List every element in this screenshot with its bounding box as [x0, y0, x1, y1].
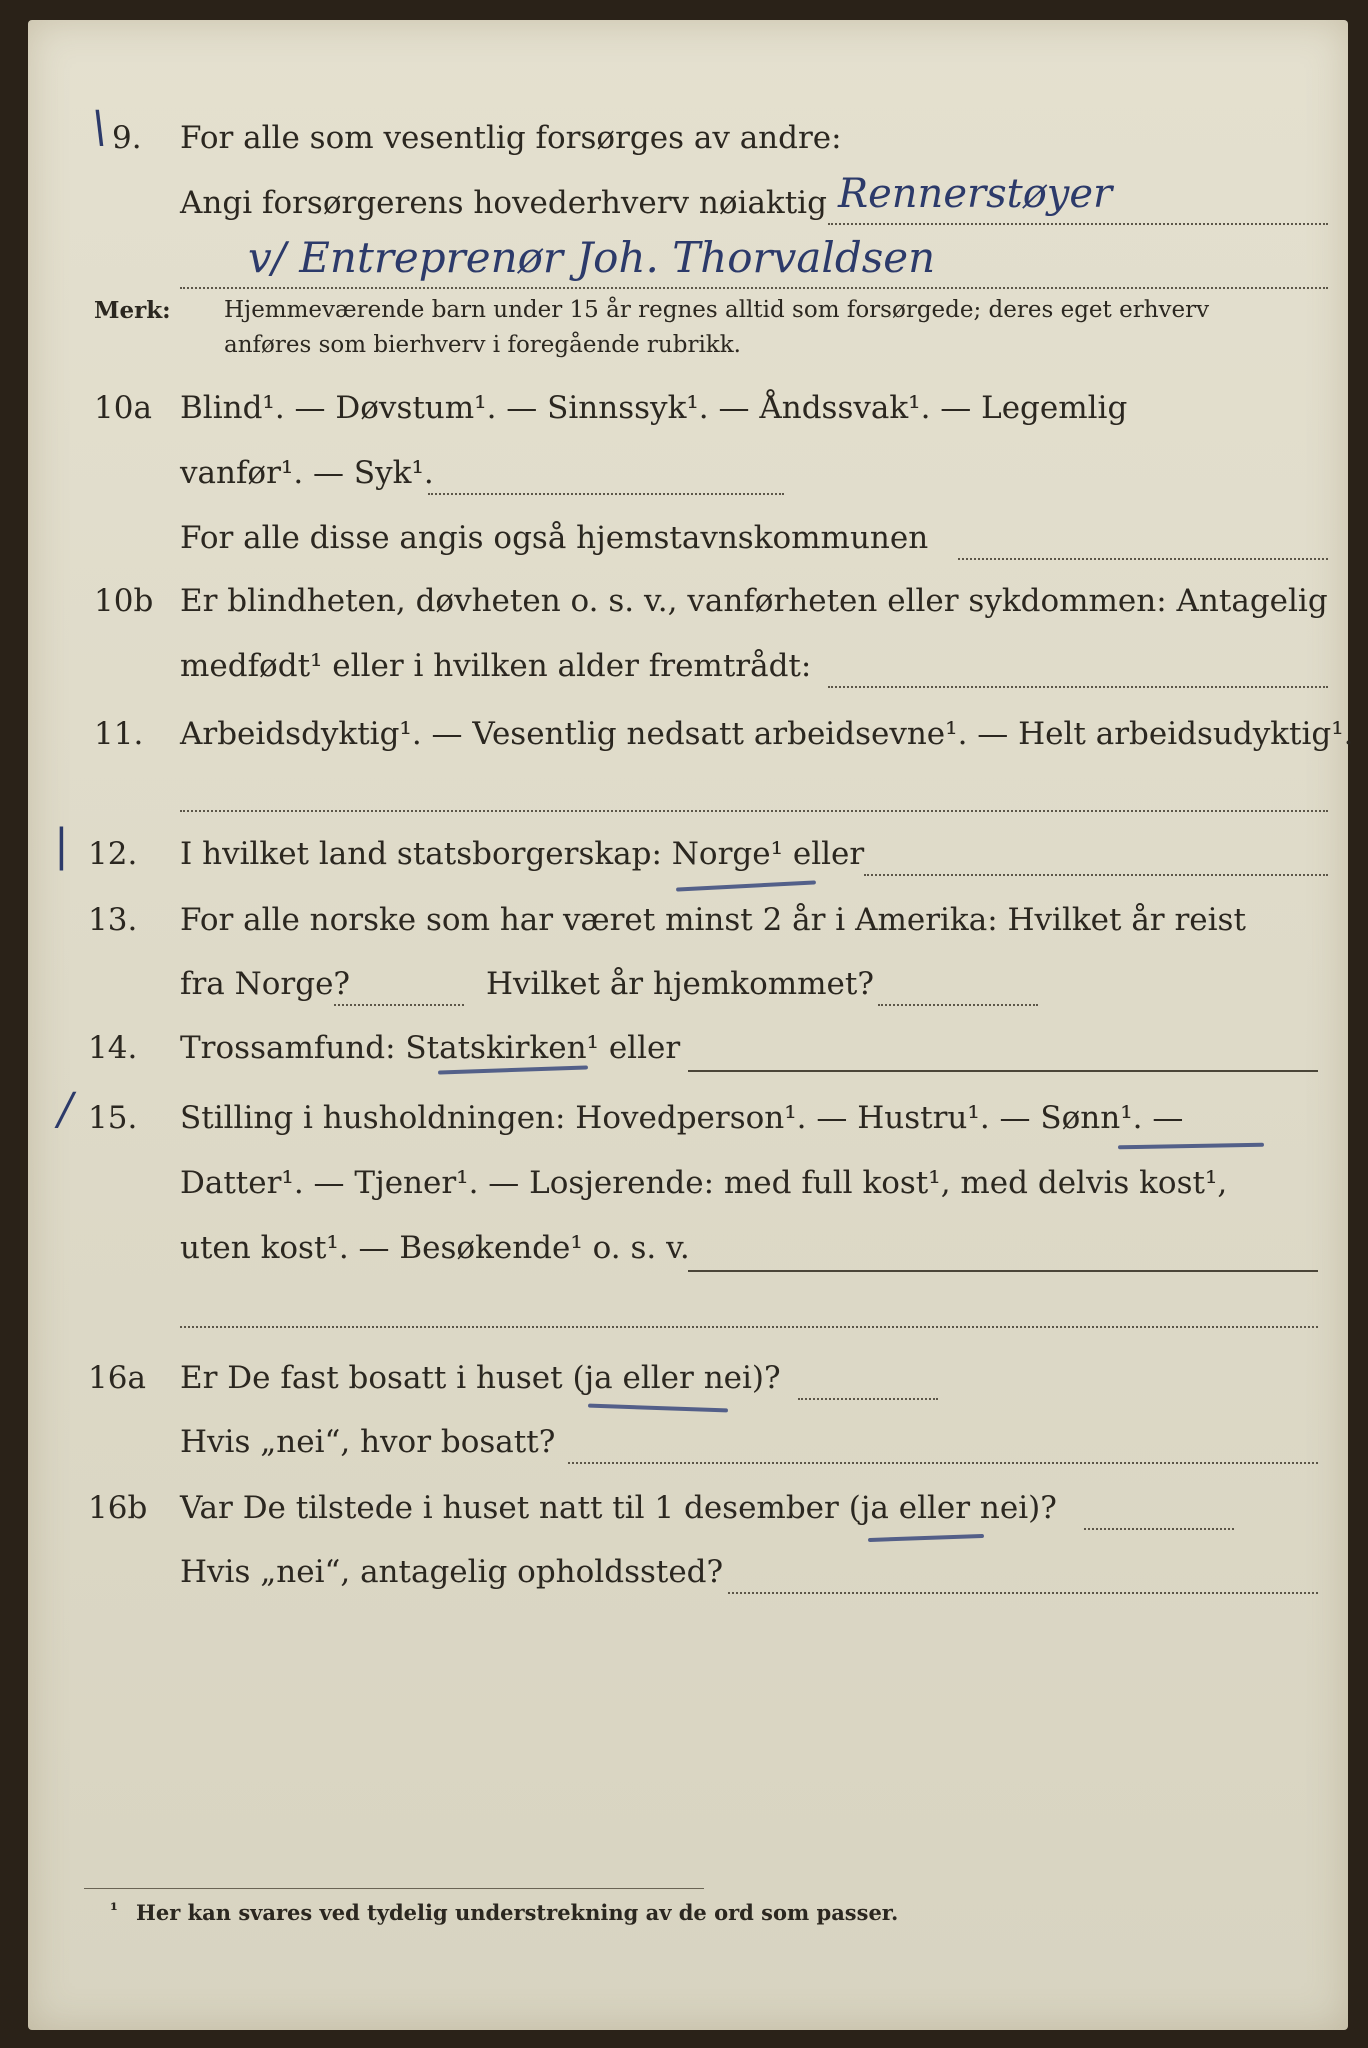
- question-16b-line2: [28, 1554, 1348, 1604]
- answer-line[interactable]: [1084, 1528, 1234, 1530]
- question-number: 10b: [94, 583, 154, 619]
- question-text: Stilling i husholdningen: Hovedperson¹. — Hustru¹. — Sønn¹. —: [180, 1100, 1184, 1136]
- question-text: Blind¹. — Døvstum¹. — Sinnssyk¹. — Åndssvak¹. — Legemlig: [180, 390, 1128, 426]
- answer-line[interactable]: [828, 223, 1328, 225]
- answer-line[interactable]: [798, 1398, 938, 1400]
- question-text: Hvis „nei“, antagelig opholdssted?: [180, 1554, 724, 1590]
- question-text: Hvis „nei“, hvor bosatt?: [180, 1424, 556, 1460]
- question-16a-line2: [28, 1424, 1348, 1474]
- handwritten-answer: v/ Entreprenør Joh. Thorvaldsen: [248, 233, 936, 282]
- answer-line[interactable]: [688, 1070, 1318, 1072]
- question-text: Arbeidsdyktig¹. — Vesentlig nedsatt arbeidsevne¹. — Helt arbeidsudyktig¹.: [180, 716, 1354, 752]
- census-form-page: [28, 20, 1354, 2030]
- question-number: 13.: [88, 902, 138, 938]
- question-text: For alle som vesentlig forsørges av andre:: [180, 120, 842, 156]
- question-11: [28, 716, 1354, 766]
- note-merk-line2: [28, 332, 1348, 382]
- question-15: [28, 1100, 1348, 1150]
- answer-line[interactable]: [728, 1592, 1318, 1594]
- handwritten-answer: Rennerstøyer: [838, 171, 1113, 217]
- note-label: Merk:: [94, 297, 171, 324]
- question-14: [28, 1030, 1348, 1080]
- question-number: 16a: [88, 1360, 146, 1396]
- question-10a-line2: [28, 455, 1348, 505]
- question-number: 11.: [94, 716, 144, 752]
- question-text: For alle norske som har været minst 2 år i Amerika: Hvilket år reist: [180, 902, 1246, 938]
- question-10a: [28, 390, 1348, 440]
- question-text: Hvilket år hjemkommet?: [486, 966, 874, 1002]
- answer-line[interactable]: [568, 1462, 1318, 1464]
- question-number: 14.: [88, 1030, 138, 1066]
- question-text: Datter¹. — Tjener¹. — Losjerende: med full kost¹, med delvis kost¹,: [180, 1165, 1228, 1201]
- note-text: Hjemmeværende barn under 15 år regnes alltid som forsørgede; deres eget erhverv: [224, 297, 1210, 323]
- answer-line[interactable]: [180, 1326, 1318, 1328]
- check-mark-12: |: [54, 820, 69, 871]
- question-10b-line2: [28, 648, 1348, 698]
- answer-line[interactable]: [334, 1004, 464, 1006]
- check-mark-15: /: [58, 1084, 73, 1135]
- question-text: I hvilket land statsborgerskap: Norge¹ eller: [180, 836, 865, 872]
- question-15-line2: [28, 1165, 1348, 1215]
- question-text: Trossamfund: Statskirken¹ eller: [180, 1030, 681, 1066]
- footnote-divider: [84, 1888, 704, 1889]
- question-9: [28, 120, 1348, 170]
- answer-line[interactable]: [878, 1004, 1038, 1006]
- question-text: vanfør¹. — Syk¹.: [180, 455, 434, 491]
- question-text: Angi forsørgerens hovederhverv nøiaktig: [180, 185, 827, 221]
- question-15-line4: [28, 1286, 1348, 1336]
- question-number: 12.: [88, 836, 138, 872]
- answer-line[interactable]: [958, 558, 1328, 560]
- answer-line[interactable]: [828, 686, 1328, 688]
- check-mark-9: \: [92, 102, 107, 153]
- question-13: [28, 902, 1348, 952]
- question-text: Er blindheten, døvheten o. s. v., vanførheten eller sykdommen: Antagelig: [180, 583, 1328, 619]
- question-13-line2: [28, 966, 1348, 1016]
- question-number: 9.: [112, 120, 142, 156]
- question-text: For alle disse angis også hjemstavnskommunen: [180, 520, 929, 556]
- question-10b: [28, 583, 1348, 633]
- question-text: uten kost¹. — Besøkende¹ o. s. v.: [180, 1230, 690, 1266]
- question-12: [28, 836, 1348, 886]
- question-text: Er De fast bosatt i huset (ja eller nei)?: [180, 1360, 781, 1396]
- question-16a: [28, 1360, 1348, 1410]
- question-9-line2: [28, 171, 1348, 235]
- question-11-line2: [28, 770, 1348, 820]
- answer-line[interactable]: [180, 287, 1328, 289]
- question-number: 10a: [94, 390, 152, 426]
- question-text: fra Norge?: [180, 966, 351, 1002]
- question-10a-line3: [28, 520, 1348, 570]
- footnote-text: Her kan svares ved tydelig understrekning av de ord som passer.: [136, 1900, 899, 1925]
- question-15-line3: [28, 1230, 1348, 1280]
- answer-line[interactable]: [180, 810, 1328, 812]
- footnote: [28, 1900, 1348, 1950]
- question-text: Var De tilstede i huset natt til 1 desember (ja eller nei)?: [180, 1490, 1057, 1526]
- answer-line[interactable]: [688, 1270, 1318, 1272]
- answer-line[interactable]: [864, 874, 1328, 876]
- question-9-line3: [28, 233, 1348, 295]
- answer-line[interactable]: [428, 493, 784, 495]
- question-text: medfødt¹ eller i hvilken alder fremtrådt:: [180, 648, 812, 684]
- footnote-mark: ¹: [110, 1900, 118, 1921]
- question-16b: [28, 1490, 1348, 1540]
- question-number: 15.: [88, 1100, 138, 1136]
- question-number: 16b: [88, 1490, 148, 1526]
- note-text: anføres som bierhverv i foregående rubrikk.: [224, 332, 741, 358]
